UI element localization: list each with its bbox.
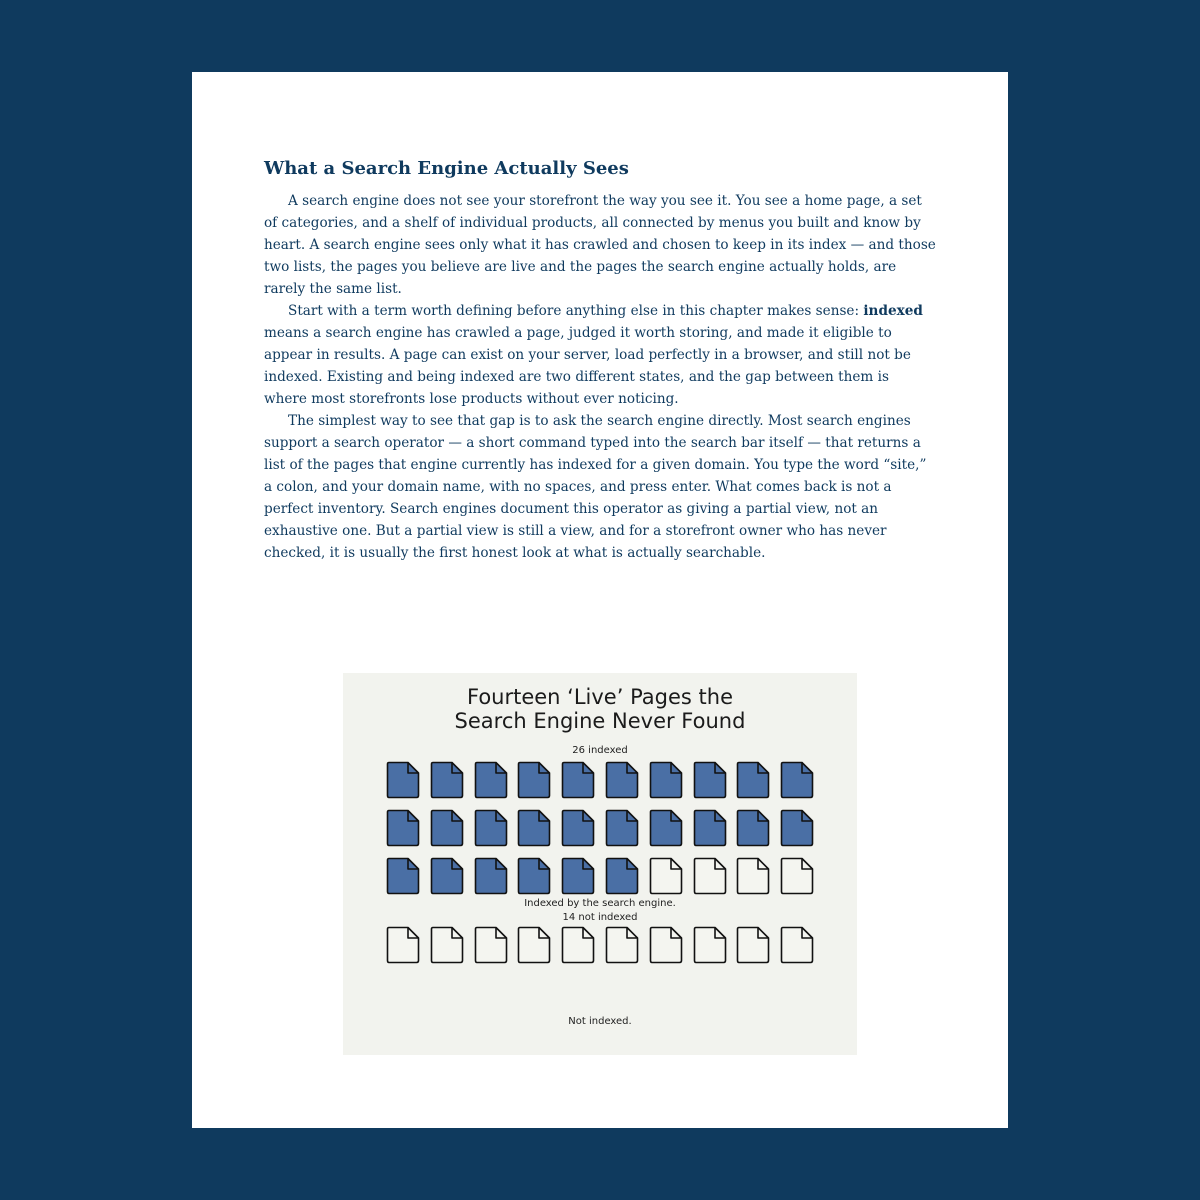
paragraph-2 — [264, 300, 936, 410]
indexed-caption: Indexed by the search engine. — [524, 898, 676, 909]
indexed-page-icon — [430, 857, 464, 895]
indexed-page-icon — [386, 761, 420, 799]
page-sheet — [563, 859, 594, 894]
page-sheet — [607, 859, 638, 894]
indexed-page-icon — [517, 809, 551, 847]
page-sheet — [738, 928, 769, 963]
not-indexed-page-icon — [474, 926, 508, 964]
not-indexed-page-icon — [736, 926, 770, 964]
indexed-page-icon — [430, 809, 464, 847]
indexed-page-icon — [517, 761, 551, 799]
paragraph-2-rest: means a search engine has crawled a page, judged it worth storing, and made it eligible to appear in results. A page can exist on your server, load perfectly in a browser, and still not be indexed. Existing and being indexed are two different states, and the gap between them is where most storefronts lose products without ever noticing. — [264, 325, 911, 407]
page-sheet — [694, 763, 725, 798]
indexed-page-icon — [649, 761, 683, 799]
indexed-page-icon — [605, 809, 639, 847]
page-sheet — [563, 928, 594, 963]
not-indexed-page-icon — [736, 857, 770, 895]
page-sheet — [475, 928, 506, 963]
page-sheet — [431, 859, 462, 894]
indexed-page-icon — [780, 761, 814, 799]
page-sheet — [519, 811, 550, 846]
page-sheet — [388, 763, 419, 798]
not-indexed-page-icon — [605, 926, 639, 964]
page-sheet — [563, 763, 594, 798]
page-sheet — [607, 928, 638, 963]
page-sheet — [650, 928, 681, 963]
page-sheet — [738, 763, 769, 798]
not-indexed-page-icon — [649, 857, 683, 895]
not-indexed-page-icon — [517, 926, 551, 964]
not-indexed-page-icon — [693, 857, 727, 895]
indexed-page-icon — [474, 857, 508, 895]
page-sheet — [694, 859, 725, 894]
not-indexed-count-label: 14 not indexed — [562, 912, 638, 923]
indexed-page-icon — [561, 857, 595, 895]
page-sheet — [431, 811, 462, 846]
page-sheet — [388, 859, 419, 894]
article-body — [264, 156, 936, 564]
page-sheet — [607, 763, 638, 798]
indexed-term: indexed — [863, 303, 923, 319]
figure-title-line-2: Search Engine Never Found — [454, 709, 746, 733]
indexed-page-icon — [561, 761, 595, 799]
not-indexed-page-icon — [430, 926, 464, 964]
page-sheet — [388, 928, 419, 963]
page-sheet — [650, 763, 681, 798]
indexed-page-icon — [386, 857, 420, 895]
page-sheet — [738, 811, 769, 846]
page-sheet — [782, 811, 813, 846]
book-page — [192, 72, 1008, 1128]
paragraph-1: A search engine does not see your storefront the way you see it. You see a home page, a set of categories, and a shelf of individual products, all connected by menus you built and know by heart. A search engine sees only what it has crawled and chosen to keep in its index — and those two lists, the pages you believe are live and the pages the search engine actually holds, are rarely the same list. — [264, 193, 936, 297]
page-sheet — [782, 928, 813, 963]
page-sheet — [475, 763, 506, 798]
not-indexed-page-icon — [693, 926, 727, 964]
not-indexed-page-icon — [561, 926, 595, 964]
not-indexed-page-icon — [780, 857, 814, 895]
section-heading: What a Search Engine Actually Sees — [264, 158, 629, 179]
indexed-page-icon — [561, 809, 595, 847]
page-sheet — [431, 928, 462, 963]
pictogram-figure — [343, 673, 857, 1055]
not-indexed-caption: Not indexed. — [568, 1016, 632, 1027]
page-sheet — [475, 811, 506, 846]
page-sheet — [431, 763, 462, 798]
paragraph-3: The simplest way to see that gap is to ask the search engine directly. Most search engines support a search operator — a short command typed into the search bar itself — that returns a list of the pages that engine currently has indexed for a given domain. You type the word “site,” a colon, and your domain name, with no spaces, and press enter. What comes back is not a perfect inventory. Search engines document this operator as giving a partial view, not an exhaustive one. But a partial view is still a view, and for a storefront owner who has never checked, it is usually the first honest look at what is actually searchable. — [264, 413, 927, 561]
indexed-page-icon — [693, 761, 727, 799]
indexed-count-label: 26 indexed — [572, 745, 628, 756]
indexed-page-icon — [430, 761, 464, 799]
figure-title-line-1: Fourteen ‘Live’ Pages the — [466, 685, 733, 709]
indexed-page-icon — [474, 761, 508, 799]
indexed-page-icon — [474, 809, 508, 847]
page-sheet — [388, 811, 419, 846]
indexed-page-icon — [605, 857, 639, 895]
page-sheet — [607, 811, 638, 846]
figure-title — [343, 685, 857, 733]
indexed-page-icon — [736, 809, 770, 847]
page-sheet — [519, 859, 550, 894]
not-indexed-page-icon — [386, 926, 420, 964]
page-sheet — [694, 811, 725, 846]
page-sheet — [563, 811, 594, 846]
page-sheet — [694, 928, 725, 963]
not-indexed-page-icon — [780, 926, 814, 964]
paragraph-2-lead: Start with a term worth defining before anything else in this chapter makes sense: — [288, 303, 864, 319]
indexed-page-icon — [649, 809, 683, 847]
not-indexed-page-icon — [649, 926, 683, 964]
page-sheet — [782, 763, 813, 798]
indexed-page-icon — [386, 809, 420, 847]
page-sheet — [782, 859, 813, 894]
page-sheet — [738, 859, 769, 894]
indexed-page-icon — [693, 809, 727, 847]
indexed-page-icon — [736, 761, 770, 799]
page-sheet — [650, 811, 681, 846]
indexed-page-icon — [605, 761, 639, 799]
page-sheet — [475, 859, 506, 894]
page-sheet — [519, 763, 550, 798]
page-sheet — [650, 859, 681, 894]
indexed-page-icon — [780, 809, 814, 847]
indexed-page-icon — [517, 857, 551, 895]
page-sheet — [519, 928, 550, 963]
